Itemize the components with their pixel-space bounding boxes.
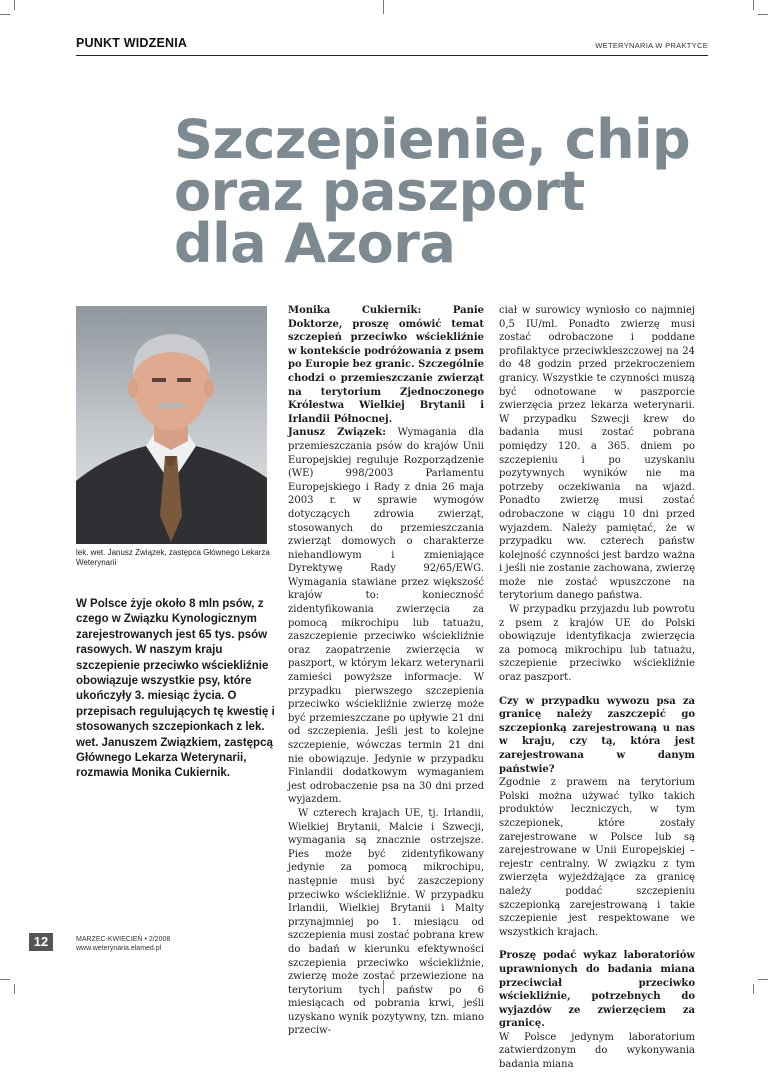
title-line: dla Azora bbox=[174, 212, 456, 275]
header-rule bbox=[76, 55, 708, 56]
interview-question: Proszę podać wykaz laboratoriów uprawnionych do badania miana przeciwciał przeciwko wściekliźnie, potrzebnych do wyjazdów ze zwierzęciem za granicę. bbox=[499, 950, 695, 1030]
portrait-photo bbox=[76, 306, 267, 544]
article-column-1 bbox=[288, 304, 484, 1038]
lead-paragraph: W Polsce żyje około 8 mln psów, z czego w Związku Kynologicznym zarejestrowanych jest 65 tys. psów rasowych. W naszym kraju szczepienie przeciwko wściekliźnie obowiązuje wszystkie psy, które ukończyły 3. miesiąc życia. O przepisach regulujących tę kwestię i stosowanych szczepionkach z lek. wet. Januszem Związkiem, zastępcą Głównego Lekarza Weterynarii, rozmawia Monika Cukiernik. bbox=[76, 598, 275, 780]
crop-mark bbox=[758, 14, 768, 15]
crop-mark bbox=[0, 979, 10, 980]
photo-caption: lek. wet. Janusz Związek, zastępca Głównego Lekarza Weterynarii bbox=[76, 548, 270, 567]
portrait-illustration bbox=[76, 306, 267, 544]
page-number: 12 bbox=[29, 933, 53, 951]
article-column-2 bbox=[499, 304, 695, 1072]
crop-mark bbox=[0, 14, 10, 15]
crop-mark bbox=[753, 984, 754, 994]
crop-mark bbox=[14, 0, 15, 10]
interview-answer bbox=[288, 426, 484, 807]
article-title bbox=[174, 108, 691, 275]
issue-label: MARZEC-KWIECIEŃ • 2/2008 bbox=[76, 936, 171, 943]
footer-info bbox=[76, 935, 170, 953]
crop-mark bbox=[753, 0, 754, 10]
paragraph-gap bbox=[499, 685, 695, 695]
interview-question: Czy w przypadku wywozu psa za granicę należy zaszczepić go szczepionką zarejestrowaną u nas w kraju, czy tą, która jest zarejestrowana w danym państwie? bbox=[499, 695, 695, 775]
crop-mark bbox=[14, 984, 15, 994]
title-line: oraz paszport bbox=[174, 160, 585, 223]
answer-paragraph: ciał w surowicy wyniosło co najmniej 0,5 IU/ml. Ponadto zwierzę musi zostać odrobaczone i poddane profilaktyce przeciwkleszczowej na 24 do 48 godzin przed przekroczeniem granicy. Wszystkie te czynności muszą być odnotowane w paszporcie zwierzęcia przez lekarza weterynarii. W przypadku Szwecji krew do badania musi zostać pobrana pomiędzy 120. a 365. dniem po szczepieniu i po uzyskaniu pozytywnych wyników nie ma potrzeby oczekiwania na wjazd. Ponadto zwierzę musi zostać odrobaczone w ciągu 10 dni przed wyjazdem. Należy pamiętać, że w przypadku ww. czterech państw kolejność czynności jest bardzo ważna i jeśli nie zostanie zachowana, zwierzę może nie zostać wpuszczone na terytorium danego państwa. bbox=[499, 305, 695, 602]
title-line: Szczepienie, chip bbox=[174, 108, 691, 171]
crop-mark bbox=[758, 979, 768, 980]
magazine-name: WETERYNARIA W PRAKTYCE bbox=[595, 41, 708, 50]
interview-answer: Zgodnie z prawem na terytorium Polski można używać tylko takich produktów leczniczych, w tym szczepionek, które zostały zarejestrowane w Polsce lub są zarejestrowane w Unii Europejskiej – rejestr centralny. W związku z tym zwierzęta wyjeżdżające za granicę należy poddać szczepieniu szczepionką zarejestrowaną i takie szczepienie jest respektowane we wszystkich krajach. bbox=[499, 777, 695, 938]
speaker-name: Janusz Związek: bbox=[288, 427, 386, 439]
interview-answer: W Polsce jedynym laboratorium zatwierdzonym do wykonywania badania miana bbox=[499, 1031, 695, 1071]
answer-text: Wymagania dla przemieszczania psów do krajów Unii Europejskiej reguluje Rozporządzenie (WE) 998/2003 Parlamentu Europejskiego i Rady z dnia 26 maja 2003 r. w sprawie wymogów dotyczących zdrowia zwierząt, stosowanych do przemieszczania zwierząt domowych o charakterze niehandlowym i zmieniające Dyrektywę Rady 92/65/EWG. Wymagania stawiane przez większość krajów to: konieczność zidentyfikowania zwierzęcia za pomocą mikrochipu lub tatuażu, zaszczepienie przeciwko wściekliźnie oraz zaopatrzenie zwierzęcia w paszport, w którym lekarz weterynarii zamieści powyższe informacje. W przypadku pierwszego szczepienia przeciwko wściekliźnie zwierzę może być przemieszczane po upływie 21 dni od szczepienia. Jeśli jest to kolejne szczepienie, wówczas termin 21 dni nie obowiązuje. Jedynie w przypadku Finlandii dodatkowym wymaganiem jest odrobaczenie psa na 30 dni przed wyjazdem. bbox=[288, 427, 484, 806]
website-url: www.weterynaria.elamed.pl bbox=[76, 945, 162, 952]
answer-paragraph: W przypadku przyjazdu lub powrotu z psem z krajów UE do Polski obowiązuje identyfikacja zwierzęcia za pomocą mikrochipu lub tatuażu, szczepienie przeciwko wściekliźnie oraz paszport. bbox=[499, 604, 695, 684]
paragraph-gap bbox=[499, 939, 695, 949]
crop-mark bbox=[383, 0, 384, 14]
section-label: PUNKT WIDZENIA bbox=[76, 36, 188, 50]
answer-paragraph: W czterech krajach UE, tj. Irlandii, Wielkiej Brytanii, Malcie i Szwecji, wymagania są znacznie ostrzejsze. Pies może być zidentyfikowany jedynie za pomocą mikrochipu, następnie musi być zaszczepiony przeciwko wściekliźnie. W przypadku Irlandii, Wielkiej Brytanii i Malty przynajmniej po 1. miesiącu od szczepienia musi zostać pobrana krew do badań w kierunku efektywności szczepienia przeciwko wściekliźnie, zwierzę może zostać przewiezione na terytorium tych państw po 6 miesiącach od pobrania krwi, jeśli uzyskano wynik pozytywny, tzn. miano przeciw- bbox=[288, 807, 484, 1037]
interview-question: Monika Cukiernik: Panie Doktorze, proszę omówić temat szczepień przeciwko wściekliźnie w kontekście podróżowania z psem po Europie bez granic. Szczególnie chodzi o przemieszczanie zwierząt na terytorium Zjednoczonego Królestwa Wielkiej Brytanii i Irlandii Północnej. bbox=[288, 305, 485, 425]
